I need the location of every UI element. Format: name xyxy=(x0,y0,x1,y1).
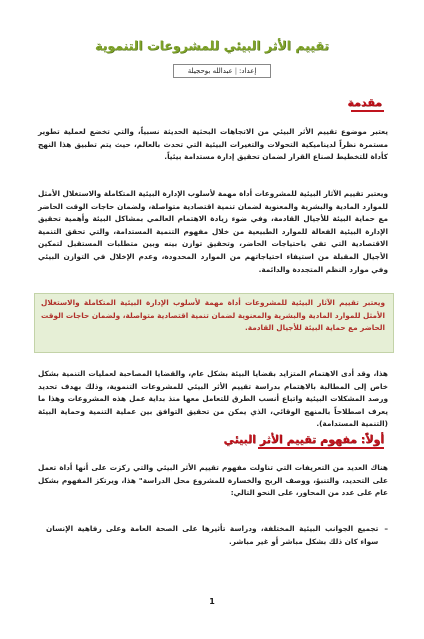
page-number: 1 xyxy=(209,597,215,606)
author-name: عبدالله بوحجيلة xyxy=(187,67,233,75)
concept-paragraph: هناك العديد من التعريفات التي تناولت مفهوم تقييم الأثر البيئي والتي ركزت على أنها أداة تعمل على التحديد، والتنبؤ، ووصف الربح والخسارة للمشروع محل الدراسة" هذا، ويرتكز المفهوم بشكل عام على عدد من المحاور، على النحو التالي: xyxy=(38,463,388,498)
intro-heading-underline xyxy=(351,110,384,112)
author-box xyxy=(173,64,271,78)
intro-paragraph-2: ويعتبر تقييم الآثار البيئية للمشروعات أداة مهمة لأسلوب الإدارة البيئية المتكاملة والاستغلال الأمثل للموارد المادية والبشرية والمعنوية لضمان تنمية اقتصادية متواصلة، ولضمان حاجات الوقت الحاضر مع حماية البيئة للأجيال القادمة، وفي ضوء زيادة الاهتمام العالمي بمشاكل البيئة وأهمية تحقيق الإدارة البيئية الفعالة للموارد الطبيعية من خلال مفهوم التنمية المستدامة، والتي تحقق التنمية الاقتصادية التي تفي باحتياجات الحاضر، وتحقيق توازن بينه وبين متطلبات المستقبل لتمكين الأجيال المقبلة من استيفاء احتياجاتهم من الموارد المحدودة، وعدم الإخلال في التوازن البيئي وفي موارد النظم المتجددة والدائمة. xyxy=(38,189,388,274)
document-title: تقييم الأثر البيئي للمشروعات التنموية xyxy=(94,38,329,53)
concept-heading-underline xyxy=(258,447,384,449)
list-item xyxy=(46,523,388,548)
intro-paragraph-1: يعتبر موضوع تقييم الأثر البيئي من الاتجاهات البحثية الحديثة نسبياً، والتي تخضع لعملية تطوير مستمرة نظراً لديناميكية التحولات والتغيرات البيئية التي تحدث بالعالم، حيث يتم تطبيق هذا النهج كأداة للتخطيط لصناع القرار لضمان تحقيق إدارة مستدامة بيئياً. xyxy=(38,127,388,162)
author-separator: | xyxy=(234,67,238,75)
intro-paragraph-3: هذا، وقد أدى الاهتمام المتزايد بقضايا البيئة بشكل عام، والقضايا المصاحبة لعمليات التنمية بشكل خاص إلى المطالبة بالاهتمام بدراسة تقييم الأثر البيئي للمشروعات التنموية، وذلك بهدف تحديد ورصد المشكلات البيئية واتباع أنسب الطرق للتعامل معها منذ بداية عمل هذه المشروعات وهذا ما يعرف اصطلاحاً بالمنهج الوقائي، الذي يمكن من تحقيق التوافق بين عملية التنمية وحماية البيئة (التنمية المستدامة). xyxy=(38,369,388,429)
list-item-text: تجميع الجوانب البيئية المختلفة، ودراسة تأثيرها على الصحة العامة وعلى رفاهية الإنسان سواء كان ذلك بشكل مباشر أو غير مباشر. xyxy=(46,524,379,546)
author-label: إعداد: xyxy=(239,67,257,75)
bullet-marker: – xyxy=(384,524,388,533)
intro-heading: مقدمة xyxy=(347,96,382,109)
concept-heading: أولاً: مفهوم تقييم الأثر البيئي xyxy=(223,433,384,446)
callout-text: ويعتبر تقييم الآثار البيئية للمشروعات أداة مهمة لأسلوب الإدارة البيئية المتكاملة والاستغلال الأمثل للموارد المادية والبشرية والمعنوية لضمان تنمية اقتصادية متواصلة، ولضمان حاجات الوقت الحاضر مع حماية البيئة للأجيال القادمة. xyxy=(41,298,385,333)
highlight-callout xyxy=(34,293,394,353)
